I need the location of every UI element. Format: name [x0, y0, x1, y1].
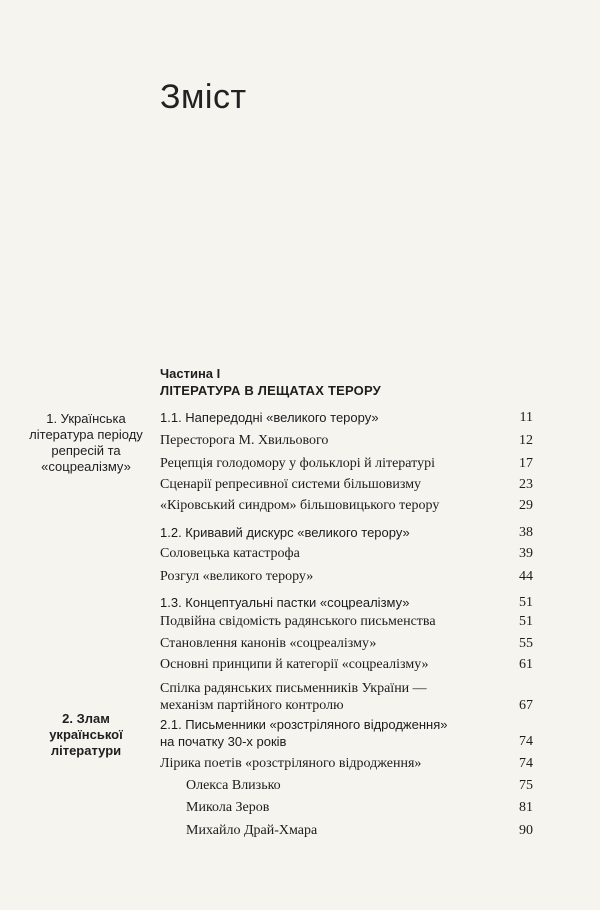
toc-entry-title: Становлення канонів «соцреалізму» — [160, 636, 377, 651]
toc-entry-title: Спілка радянських письменників України — механізм партійного контролю — [160, 681, 427, 713]
toc-entry-page: 61 — [519, 657, 533, 672]
toc-entry[interactable] — [160, 680, 533, 714]
toc-entry-page: 75 — [519, 778, 533, 793]
toc-entry-page: 74 — [519, 756, 533, 771]
toc-entry[interactable] — [160, 432, 533, 449]
toc-entry-title: «Кіровський синдром» більшовицького терору — [160, 498, 440, 513]
toc-entry-title: Лірика поетів «розстріляного відродження» — [160, 756, 422, 771]
toc-entry-title: Микола Зеров — [186, 800, 270, 815]
toc-entry[interactable] — [160, 656, 533, 673]
toc-entry-page: 55 — [519, 636, 533, 651]
toc-entry[interactable] — [160, 568, 533, 585]
toc-entry[interactable] — [186, 799, 533, 816]
toc-entry[interactable] — [160, 613, 533, 630]
toc-entry[interactable] — [186, 777, 533, 794]
toc-entry-page: 38 — [519, 525, 533, 540]
toc-entry-title: Сценарії репресивної системи більшовизму — [160, 477, 422, 492]
toc-entry[interactable] — [160, 545, 533, 562]
toc-entry-page: 44 — [519, 569, 533, 584]
toc-entry-title: Олекса Влизько — [186, 778, 281, 793]
toc-entry-page: 67 — [519, 698, 533, 713]
toc-entry-title: 1.1. Напередодні «великого терору» — [160, 410, 379, 425]
toc-entry-page: 74 — [519, 734, 533, 749]
toc-entry-title: Подвійна свідомість радянського письменства — [160, 614, 436, 629]
page-title: Зміст — [160, 78, 247, 116]
toc-entry-title: Соловецька катастрофа — [160, 546, 300, 561]
toc-entry-page: 17 — [519, 456, 533, 471]
toc-entry-page: 39 — [519, 546, 533, 561]
toc-entry-title: 2.1. Письменники «розстріляного відродження» на початку 30-х років — [160, 717, 448, 749]
toc-entry-page: 12 — [519, 433, 533, 448]
toc-entry-page: 81 — [519, 800, 533, 815]
toc-entry[interactable] — [160, 594, 533, 611]
toc-entry-page: 51 — [519, 614, 533, 629]
toc-entry-page: 29 — [519, 498, 533, 513]
toc-entry-title: Михайло Драй-Хмара — [186, 823, 318, 838]
toc-entry[interactable] — [160, 455, 533, 472]
toc-entry[interactable] — [160, 755, 533, 772]
toc-entry[interactable] — [160, 409, 533, 426]
section-label-2: 2. Злам української літератури — [49, 711, 123, 758]
toc-entry-page: 90 — [519, 823, 533, 838]
toc-entry-title: Основні принципи й категорії «соцреалізму» — [160, 657, 429, 672]
toc-entry[interactable] — [160, 476, 533, 493]
part-label: Частина І — [160, 366, 221, 381]
toc-entry-page: 23 — [519, 477, 533, 492]
toc-entry-page: 51 — [519, 595, 533, 610]
toc-entry[interactable] — [160, 635, 533, 652]
toc-entry-page: 11 — [519, 410, 533, 425]
toc-entry-title: 1.3. Концептуальні пастки «соцреалізму» — [160, 595, 410, 610]
toc-entry-title: Рецепція голодомору у фольклорі й літературі — [160, 456, 435, 471]
part-title: ЛІТЕРАТУРА В ЛЕЩАТАХ ТЕРОРУ — [160, 383, 381, 398]
toc-entry-title: 1.2. Кривавий дискурс «великого терору» — [160, 525, 410, 540]
toc-entry[interactable] — [160, 716, 533, 750]
toc-entry[interactable] — [160, 524, 533, 541]
toc-entry[interactable] — [160, 497, 533, 514]
toc-entry[interactable] — [186, 822, 533, 839]
toc-entry-title: Розгул «великого терору» — [160, 569, 314, 584]
toc-entry-title: Пересторога М. Хвильового — [160, 433, 329, 448]
section-label-1: 1. Українська література періоду репресій та «соцреалізму» — [29, 411, 143, 474]
